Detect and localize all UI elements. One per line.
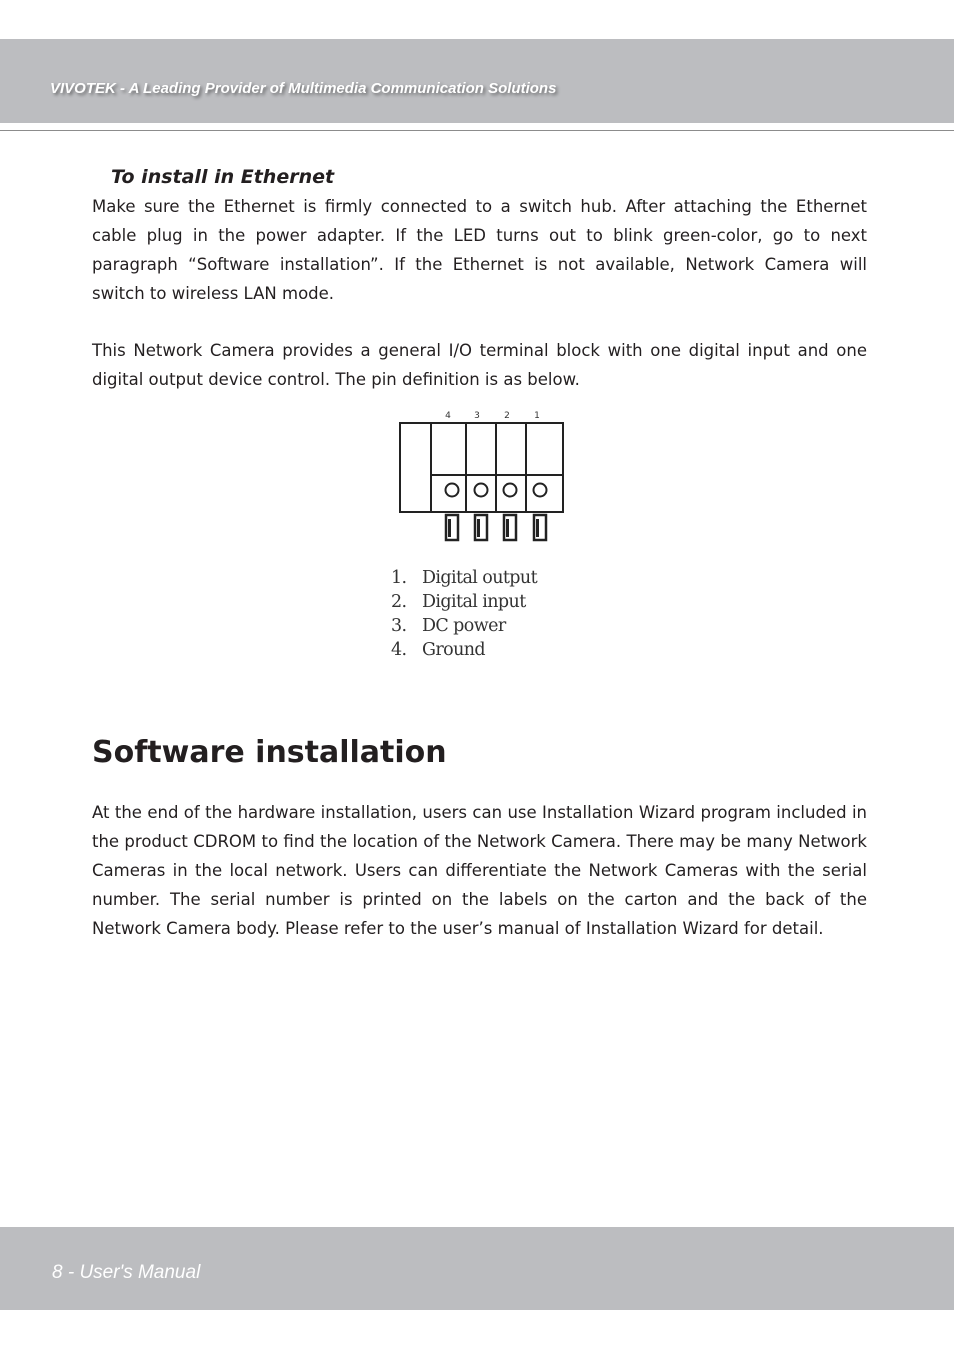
list-item (391, 614, 537, 638)
install-ethernet-heading: To install in Ethernet (111, 166, 335, 188)
pin-number: 4. (391, 640, 407, 660)
wire-slot (534, 515, 546, 540)
wire-slot (446, 515, 458, 540)
wire-slot (504, 515, 516, 540)
pin-label: DC power (422, 616, 506, 636)
pin-number-label: 3 (474, 411, 480, 421)
pin-number: 1. (391, 568, 407, 588)
screw-terminal (475, 484, 488, 497)
list-item (391, 638, 537, 662)
screw-terminal (504, 484, 517, 497)
io-terminal-paragraph: This Network Camera provides a general I/O terminal block with one digital input and one digital output device control. The pin definition is as below. (92, 341, 867, 389)
pin-label: Ground (422, 640, 486, 660)
pin-number: 2. (391, 592, 407, 612)
screw-terminal (534, 484, 547, 497)
software-installation-paragraph: At the end of the hardware installation, users can use Installation Wizard program included in the product CDROM to find the location of the Network Camera. There may be many Network Cameras in the local network. Users can differentiate the Network Cameras with the serial number. The serial number is printed on the labels on the carton and the back of the Network Camera body. Please refer to the user’s manual of Installation Wizard for detail. (92, 803, 867, 938)
terminal-block-diagram (396, 406, 568, 548)
page-number-label: 8 - User's Manual (52, 1262, 201, 1283)
header-divider (0, 130, 954, 131)
pin-label: Digital output (422, 568, 537, 588)
wire-slot (475, 515, 487, 540)
list-item (391, 566, 537, 590)
pin-number-label: 1 (534, 411, 540, 421)
terminal-block-body (400, 423, 563, 512)
pin-number-label: 4 (445, 411, 451, 421)
software-installation-title: Software installation (92, 735, 447, 770)
pin-number: 3. (391, 616, 407, 636)
screw-terminal (446, 484, 459, 497)
header-title: VIVOTEK - A Leading Provider of Multimedia Communication Solutions (50, 80, 557, 97)
pin-definition-list (391, 566, 537, 662)
install-ethernet-paragraph: Make sure the Ethernet is firmly connected to a switch hub. After attaching the Ethernet cable plug in the power adapter. If the LED turns out to blink green-color, go to next paragraph “Software installation”. If the Ethernet is not available, Network Camera will switch to wireless LAN mode. (92, 197, 867, 303)
pin-label: Digital input (422, 592, 526, 612)
pin-number-label: 2 (504, 411, 510, 421)
list-item (391, 590, 537, 614)
